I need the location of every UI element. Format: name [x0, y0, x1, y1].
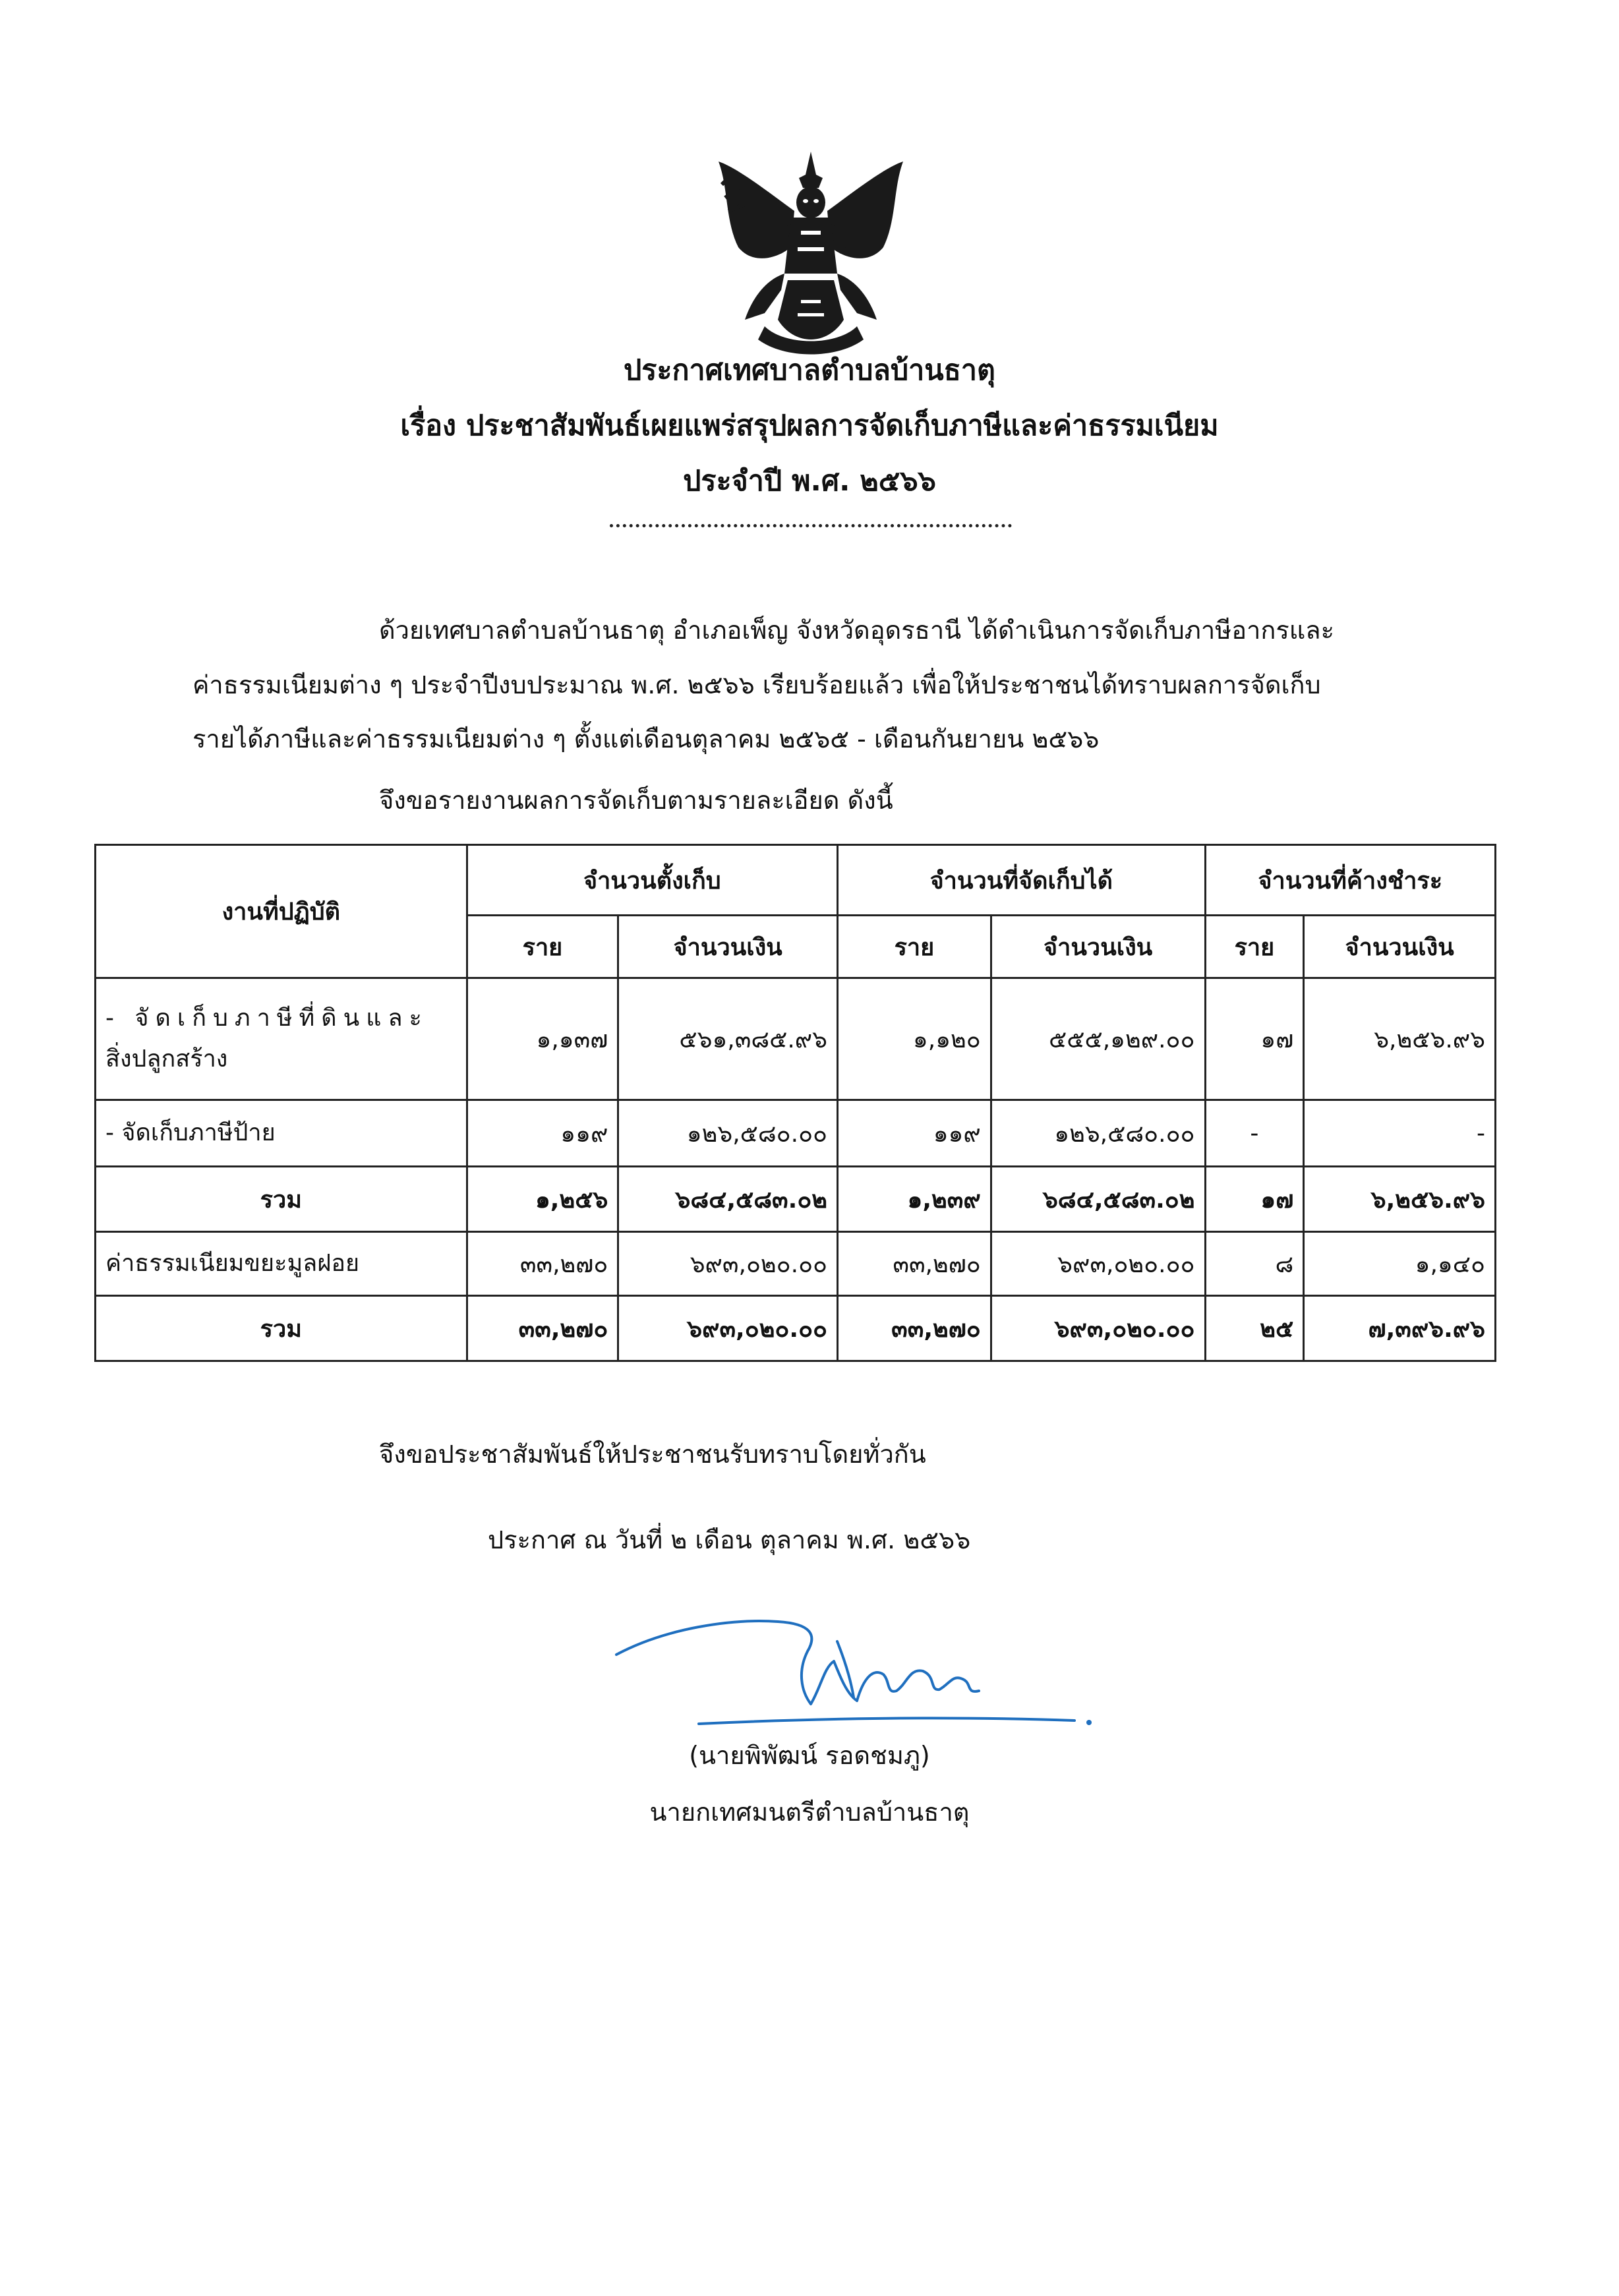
assessed-amount: ๕๖๑,๓๘๕.๙๖	[618, 978, 838, 1100]
collected-count: ๓๓,๒๗๐	[838, 1232, 991, 1296]
table-row-land-tax	[96, 978, 1496, 1100]
outstanding-count: ๑๗	[1205, 1167, 1304, 1232]
outstanding-count: ๑๗	[1205, 978, 1304, 1100]
collected-count: ๑,๒๓๙	[838, 1167, 991, 1232]
collected-count: ๑๑๙	[838, 1100, 991, 1167]
table-header-row	[96, 845, 1496, 916]
assessed-amount: ๖๘๔,๕๘๓.๐๒	[618, 1167, 838, 1232]
collection-report-table	[94, 844, 1496, 1362]
closing-statement: จึงขอประชาสัมพันธ์ให้ประชาชนรับทราบโดยทั่วกัน	[379, 1440, 926, 1469]
assessed-count: ๑๑๙	[467, 1100, 618, 1167]
table-row-waste-fee	[96, 1232, 1496, 1296]
subheader-amount: จำนวนเงิน	[991, 916, 1205, 978]
garuda-emblem-icon	[712, 148, 910, 356]
subheader-count: ราย	[1205, 916, 1304, 978]
header-task: งานที่ปฏิบัติ	[96, 845, 467, 978]
collected-amount: ๖๘๔,๕๘๓.๐๒	[991, 1167, 1205, 1232]
table-row-tax-total	[96, 1167, 1496, 1232]
header-collected: จำนวนที่จัดเก็บได้	[838, 845, 1205, 916]
subheader-count: ราย	[467, 916, 618, 978]
collected-amount: ๑๒๖,๕๘๐.๐๐	[991, 1100, 1205, 1167]
collected-count: ๓๓,๒๗๐	[838, 1296, 991, 1361]
body-line-1: ด้วยเทศบาลตำบลบ้านธาตุ อำเภอเพ็ญ จังหวัดอุดรธานี ได้ดำเนินการจัดเก็บภาษีอากรและ	[379, 616, 1334, 645]
row-label: รวม	[96, 1167, 467, 1232]
collected-amount: ๖๙๓,๐๒๐.๐๐	[991, 1232, 1205, 1296]
assessed-amount: ๑๒๖,๕๘๐.๐๐	[618, 1100, 838, 1167]
outstanding-count: -	[1205, 1100, 1304, 1167]
assessed-count: ๓๓,๒๗๐	[467, 1232, 618, 1296]
header-outstanding: จำนวนที่ค้างชำระ	[1205, 845, 1495, 916]
table-row-fee-total	[96, 1296, 1496, 1361]
collected-count: ๑,๑๒๐	[838, 978, 991, 1100]
title-line-2: เรื่อง ประชาสัมพันธ์เผยแพร่สรุปผลการจัดเก็บภาษีและค่าธรรมเนียม	[400, 409, 1219, 442]
outstanding-amount: ๑,๑๔๐	[1304, 1232, 1496, 1296]
dotted-separator	[610, 517, 1012, 527]
title-line-3: ประจำปี พ.ศ. ๒๕๖๖	[683, 465, 936, 498]
subheader-amount: จำนวนเงิน	[1304, 916, 1496, 978]
signature-icon	[613, 1605, 1101, 1737]
assessed-amount: ๖๙๓,๐๒๐.๐๐	[618, 1296, 838, 1361]
row-label-line-1: - จัดเก็บภาษีที่ดินและ	[105, 1005, 428, 1032]
subheader-amount: จำนวนเงิน	[618, 916, 838, 978]
outstanding-count: ๒๕	[1205, 1296, 1304, 1361]
body-line-3: รายได้ภาษีและค่าธรรมเนียมต่าง ๆ ตั้งแต่เดือนตุลาคม ๒๕๖๕ - เดือนกันยายน ๒๕๖๖	[192, 724, 1100, 753]
assessed-count: ๑,๒๕๖	[467, 1167, 618, 1232]
row-label-line-2: สิ่งปลูกสร้าง	[105, 1045, 228, 1073]
signer-title: นายกเทศมนตรีตำบลบ้านธาตุ	[649, 1798, 970, 1827]
announcement-title	[0, 343, 1619, 509]
body-line-4: จึงขอรายงานผลการจัดเก็บตามรายละเอียด ดังนี้	[379, 786, 893, 815]
table-row-sign-tax	[96, 1100, 1496, 1167]
body-line-2: ค่าธรรมเนียมต่าง ๆ ประจำปีงบประมาณ พ.ศ. ๒๕๖๖ เรียบร้อยแล้ว เพื่อให้ประชาชนได้ทราบผลการจัดเก็บ	[192, 670, 1321, 699]
signer-name: (นายพิพัฒน์ รอดชมภู)	[689, 1741, 930, 1770]
row-label: - จัดเก็บภาษีป้าย	[96, 1100, 467, 1167]
collected-amount: ๖๙๓,๐๒๐.๐๐	[991, 1296, 1205, 1361]
row-label: รวม	[96, 1296, 467, 1361]
title-line-1: ประกาศเทศบาลตำบลบ้านธาตุ	[624, 354, 995, 387]
announcement-date: ประกาศ ณ วันที่ ๒ เดือน ตุลาคม พ.ศ. ๒๕๖๖	[488, 1525, 971, 1554]
header-assessed: จำนวนตั้งเก็บ	[467, 845, 837, 916]
row-label	[96, 978, 467, 1100]
outstanding-count: ๘	[1205, 1232, 1304, 1296]
assessed-count: ๓๓,๒๗๐	[467, 1296, 618, 1361]
collected-amount: ๕๕๕,๑๒๙.๐๐	[991, 978, 1205, 1100]
outstanding-amount: ๗,๓๙๖.๙๖	[1304, 1296, 1496, 1361]
assessed-amount: ๖๙๓,๐๒๐.๐๐	[618, 1232, 838, 1296]
outstanding-amount: ๖,๒๕๖.๙๖	[1304, 1167, 1496, 1232]
assessed-count: ๑,๑๓๗	[467, 978, 618, 1100]
outstanding-amount: ๖,๒๕๖.๙๖	[1304, 978, 1496, 1100]
subheader-count: ราย	[838, 916, 991, 978]
outstanding-amount: -	[1304, 1100, 1496, 1167]
row-label: ค่าธรรมเนียมขยะมูลฝอย	[96, 1232, 467, 1296]
